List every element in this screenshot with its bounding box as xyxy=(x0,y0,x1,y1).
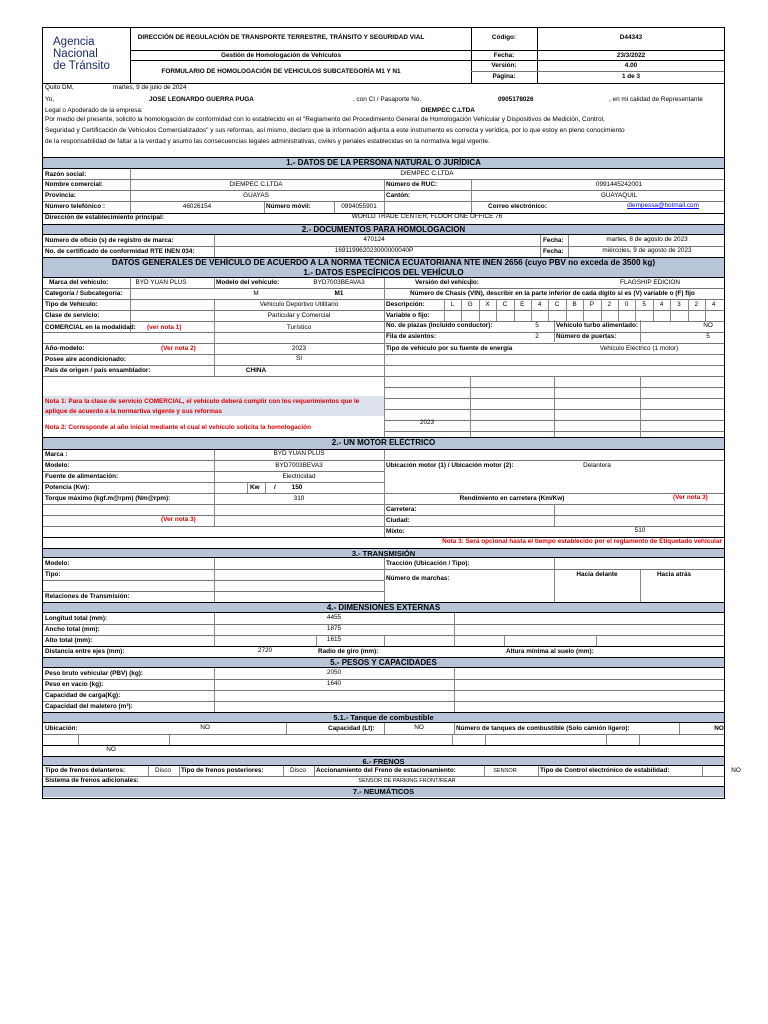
subcategoria-value: M1 xyxy=(334,290,344,297)
vin-cell-divider xyxy=(583,299,584,321)
direccion-value: WORLD TRADE CENTER, FLOOR ONE OFFICE 76 xyxy=(351,213,503,220)
vin-char: C xyxy=(554,301,560,308)
ant-logo: Agencia Nacional de Tránsito xyxy=(53,36,110,72)
aire-value: SI xyxy=(295,355,303,362)
vin-char: 5 xyxy=(642,301,646,308)
certificado-value: 169119962023000000040P xyxy=(334,247,414,254)
vin-char: B xyxy=(572,301,577,308)
tanque-ubicacion-value: NO xyxy=(200,724,210,731)
nota3-ref-1: (Ver nota 3) xyxy=(673,494,708,501)
peso-vacio-value: 1640 xyxy=(326,680,342,687)
torque-value: 310 xyxy=(293,495,305,502)
mixto-value: 510 xyxy=(634,527,646,534)
puertas-value: 5 xyxy=(706,333,710,340)
version-label: Versión: xyxy=(491,62,517,69)
representative-name: JOSE LEONARDO GUERRA PUGA xyxy=(149,96,254,103)
frenos-control-value: NO xyxy=(731,767,741,774)
general-data-header: DATOS GENERALES DE VEHÍCULO DE ACUERDO A LA NORMA TÉCNICA ECUATORIANA NTE INEN 2656 (cuyo PBV no exceda de 3500 kg) 1.- DATOS ESPECÍFICOS DEL VEHÍCULO xyxy=(43,257,724,278)
vin-char: X xyxy=(485,301,490,308)
longitud-value: 4455 xyxy=(326,614,342,621)
tipo-vehiculo-value: Vehículo Deportivo Utilitario xyxy=(259,301,339,308)
place: Quito DM, xyxy=(45,84,74,91)
potencia-value: 150 xyxy=(291,484,303,491)
vin-cell-divider xyxy=(461,299,462,321)
vin-cell-divider xyxy=(496,299,497,321)
vin-char: 2 xyxy=(694,301,699,308)
frenos-accion-value: SENSOR xyxy=(493,768,517,774)
ancho-value: 1875 xyxy=(326,625,342,632)
canton-value: GUAYAQUIL xyxy=(600,192,638,199)
vin-cell-divider xyxy=(566,299,567,321)
vin-char: 4 xyxy=(711,301,716,308)
pais-value: CHINA xyxy=(245,367,267,374)
clase-servicio-value: Particular y Comercial xyxy=(267,312,331,319)
tanque-extra-value: NO xyxy=(106,746,116,753)
tanque-section-header: 5.1.- Tanque de combustible xyxy=(43,712,724,723)
plazas-value: 5 xyxy=(535,322,539,329)
anio-value: 2023 xyxy=(291,345,307,352)
nota3-text: Nota 3: Será opcional hasta el tiempo establecido por el reglamento de Etiquetado vehicular xyxy=(442,538,722,545)
ci-text: , con CI / Pasaporte No. xyxy=(353,96,422,103)
peso-bruto-value: 2050 xyxy=(326,669,342,676)
email-link[interactable]: diempessa@hotmail.com xyxy=(627,202,699,209)
motor-section-header: 2.- UN MOTOR ELÉCTRICO xyxy=(43,437,724,450)
nota2-ref: (Ver nota 2) xyxy=(161,345,196,352)
date-label: Fecha: xyxy=(493,52,515,59)
alto-value: 1615 xyxy=(326,636,342,643)
vin-char: 3 xyxy=(677,301,681,308)
vin-char: 4 xyxy=(659,301,664,308)
vin-cell-divider xyxy=(444,299,445,321)
ejes-value: 2720 xyxy=(257,647,273,654)
modelo-value: BYD7003BEAVA3 xyxy=(313,279,365,286)
provincia-value: GUAYAS xyxy=(243,192,269,199)
section-1-header: 1.- DATOS DE LA PERSONA NATURAL O JURÍDICA xyxy=(43,157,724,169)
ruc-value: 0991445242001 xyxy=(595,181,643,188)
vin-cell-divider xyxy=(601,299,602,321)
header-title: DIRECCIÓN DE REGULACIÓN DE TRANSPORTE TERRESTRE, TRÁNSITO Y SEGURIDAD VIAL xyxy=(137,34,425,41)
comercial-value: DIEMPEC C.LTDA xyxy=(229,181,283,188)
vin-cell-divider xyxy=(514,299,515,321)
modalidad-value: Turístico xyxy=(286,324,312,331)
motor-fuente-value: Electricidad xyxy=(282,473,316,480)
telefono-value: 46026154 xyxy=(182,203,212,210)
vin-char: L xyxy=(450,301,455,308)
section-2-header: 2.- DOCUMENTOS PARA HOMOLOGACION xyxy=(43,224,724,235)
page-value: 1 de 3 xyxy=(621,73,641,80)
version-value: FLAGSHIP EDICION xyxy=(620,279,680,286)
dimensiones-section-header: 4.- DIMENSIONES EXTERNAS xyxy=(43,602,724,613)
vin-char: 4 xyxy=(537,301,542,308)
transmision-section-header: 3.- TRANSMISIÓN xyxy=(43,548,724,558)
yo: Yo, xyxy=(45,96,55,103)
filas-value: 2 xyxy=(535,333,539,340)
nota2-text: Nota 2: Corresponde al año inicial mediante el cual el vehículo solicita la homologación xyxy=(45,424,311,431)
frenos-section-header: 6.- FRENOS xyxy=(43,756,724,766)
vin-char: C xyxy=(502,301,508,308)
code-label: Código: xyxy=(491,34,517,41)
nota3-ref-2: (Ver nota 3) xyxy=(161,516,196,523)
ci-value: 0905178026 xyxy=(498,96,534,103)
homologation-form: Agencia Nacional de Tránsito DIRECCIÓN DE REGULACIÓN DE TRANSPORTE TERRESTRE, TRÁNSITO Y SEGURIDAD VIAL Gestión de Homologación de Vehículos FORMULARIO DE HOMOLOGACIÓN DE VEHICULOS SUBCATEGORÍA M1 Y N1 Código: D44343 Fecha: 23/3/2022 Versión: 4.00 Página: 1 de 3 Quito DM, martes, 9 de julio de 2024 Yo, JOSE LEONARDO GUERRA PUGA , con CI / Pasaporte No. 0905178026 , en mi calidad de Representante Legal o Apoderado de la empresa: DIEMPEC C.LTDA Por medio del presente, solicito la homologación de conformidad con lo establecido en el "Reglamento del Procedimiento General de Homologación Vehicular y Dispositivos de Medición, Control, Seguridad y Certificación de Vehículos Comercializados" y sus reformas, así mismo, declaro que la información adjunta a este instrumento es correcta y verídica, por lo que estoy en pleno conocimiento de la responsabilidad de faltar a la verdad y asumo las consecuencias legales administrativas, civiles y penales establecidas en la normativa legal vigente. 1.- DATOS DE LA PERSONA NATURAL O JURÍDICA Razón social: DIEMPEC C.LTDA Nombre comercial: DIEMPEC C.LTDA Número de RUC: 0991445242001 Provincia: GUAYAS Cantón: GUAYAQUIL Número telefónico : 46026154 Número móvil: 0994055901 Correo electrónico: diempessa@hotmail.com Dirección de establecimiento principal: WORLD TRADE CENTER, FLOOR ONE OFFICE 76 2.- DOCUMENTOS PARA HOMOLOGACION Número de oficio (s) de registro de marca: 470124 Fecha: martes, 8 de agosto de 2023 No. de certificado de conformidad RTE INEN 034: 169119962023000000040P Fecha: miércoles, 9 de agosto de 2023 DATOS GENERALES DE VEHÍCULO DE ACUERDO A LA NORMA TÉCNICA ECUATORIANA NTE INEN 2656 (cuyo PBV no exceda de 3500 kg) 1.- DATOS ESPECÍFICOS DEL VEHÍCULO Marca del vehículo: BYD YUAN PLUS Modelo del vehículo: BYD7003BEAVA3 Versión del vehículo: FLAGSHIP EDICION Categoría / Subcategoría: M M1 Número de Chasis (VIN), describir en la parte inferior de cada dígito si es (V) variable o (F) fijo Tipo de Vehículo: Vehículo Deportivo Utilitario Descripción: L G X C E 4 C B P 2 0 5 4 3 2 4 Clase de servicio: Particular y Comercial Variable o fijo: COMERCIAL en la modalidad: (ver nota 1) Turístico No. de plazas (Incluido conductor): 5 Vehículo turbo alimentado: NO Fila de asientos: 2 Número de puertas: 5 Año-modelo: (Ver nota 2) 2023 Tipo de vehículo por su fuente de energía Vehículo Eléctrico (1 motor) Posee aire acondicionado: SI País de origen / país ensamblador: CHINA Nota 1: Para la clase de servicio COMERCIAL, el vehículo deberá cumplir con los requerimientos que le aplique de acuerdo a la normartiva vigente y sus reformas Nota 2: Corresponde al año inicial mediante el cual el vehículo solicita la homologación 2023 2.- UN MOTOR ELÉCTRICO Marca : BYD YUAN PLUS Modelo: BYD7003BEVA3 Ubicación motor (1) / Ubicación motor (2): Delantera Fuente de alimentación: Electricidad Potencia (Kw): Kw / 150 Torque máximo (kgf.m@rpm) (Nm@rpm): 310 Rendimiento en carretera (Km/Kw) (Ver nota 3) (Ver nota 3) Carretera: Ciudad: Mixto: 510 Nota 3: Será opcional hasta el tiempo establecido por el reglamento de Etiquetado vehicular 3.- TRANSMISIÓN Modelo: Tracción (Ubicación / Tipo): Tipo: Número de marchas: Hacia delante Hacia atrás Relaciones de Transmisión: 4.- DIMENSIONES EXTERNAS Longitud total (mm): 4455 Ancho total (mm): 1875 Alto total (mm): 1615 Distancia entre ejes (mm): 2720 Radio de giro (mm): Altura mínima al suelo (mm): 5.- PESOS Y CAPACIDADES Peso bruto vehicular (PBV) (kg): 2050 Peso en vacío (kg): 1640 Capacidad de carga(Kg): Capacidad del maletero (m³): 5.1.- Tanque de combustible Ubicación: NO Capacidad (Lt): NO Número de tanques de combustible (Solo camión ligero): NO NO 6.- FRENOS Tipo de frenos delanteros: Disco Tipo de frenos posteriores: Disco Accionamiento del Freno de estacionamiento: SENSOR Tipo de Control electrónico de estabilidad: NO Sistema de frenos adicionales: SENSOR DE PARKING FRONT/REAR 7.- NEUMÁTICOS xyxy=(42,27,725,799)
tanque-capacidad-value: NO xyxy=(414,724,424,731)
vin-char: E xyxy=(520,301,525,308)
vin-char: 0 xyxy=(624,301,629,308)
motor-ubicacion-value: Delantera xyxy=(583,462,611,469)
vin-cell-divider xyxy=(705,299,706,321)
nota1-ref: (ver nota 1) xyxy=(147,324,182,331)
fuente-energia-value: Vehículo Eléctrico (1 motor) xyxy=(599,345,679,352)
oficio-value: 470124 xyxy=(363,236,385,243)
marca-value: BYD YUAN PLUS xyxy=(135,279,187,286)
movil-value: 0994055901 xyxy=(341,203,377,210)
vin-char: G xyxy=(467,301,473,308)
page-label: Página: xyxy=(492,73,516,80)
header-subtitle: Gestión de Homologación de Vehículos xyxy=(220,52,342,59)
vin-cell-divider xyxy=(531,299,532,321)
role-text: , en mi calidad de Representante xyxy=(609,96,703,103)
date-value: 23/3/2022 xyxy=(616,52,646,59)
categoria-value: M xyxy=(253,290,259,297)
vin-char: P xyxy=(589,301,595,308)
vin-cell-divider xyxy=(653,299,654,321)
certificado-date: miércoles, 9 de agosto de 2023 xyxy=(602,247,692,254)
vin-cell-divider xyxy=(670,299,671,321)
declaration-text: Por medio del presente, solicito la homologación de conformidad con lo establecido en el "Reglamento del Procedimiento General de Homologación Vehicular y Dispositivos de Medición, Control, Seguridad y Certificación de Vehículos Comercializados" y sus reformas, así mismo, declaro que la información adjunta a este instrumento es correcta y verídica, por lo que estoy en pleno conocimiento de la responsabilidad de faltar a la verdad y asumo las consecuencias legales administrativas, civiles y penales establecidas en la normativa legal vigente. xyxy=(45,116,625,146)
tanque-numero-value: NO xyxy=(714,725,724,732)
turbo-value: NO xyxy=(703,322,713,329)
vin-char: 2 xyxy=(607,301,612,308)
razon-social-value: DIEMPEC C.LTDA xyxy=(400,170,454,177)
oficio-date: martes, 8 de agosto de 2023 xyxy=(606,236,688,243)
code-value: D44343 xyxy=(619,34,643,41)
vin-cell-divider xyxy=(479,299,480,321)
intro-date: martes, 9 de julio de 2024 xyxy=(113,84,187,91)
vin-cell-divider xyxy=(548,299,549,321)
vin-cell-divider xyxy=(688,299,689,321)
pesos-section-header: 5.- PESOS Y CAPACIDADES xyxy=(43,657,724,668)
nota1-text-cont: aplique de acuerdo a la normartiva vigente y sus reformas xyxy=(45,408,222,415)
frenos-del-value: Disco xyxy=(155,767,171,774)
motor-modelo-value: BYD7003BEVA3 xyxy=(275,462,323,469)
motor-marca-value: BYD YUAN PLUS xyxy=(273,450,325,457)
frenos-sistema-value: SENSOR DE PARKING FRONT/REAR xyxy=(358,778,456,784)
anio-grid-value: 2023 xyxy=(419,419,435,426)
vin-cell-divider xyxy=(635,299,636,321)
vin-cell-divider xyxy=(618,299,619,321)
form-title: FORMULARIO DE HOMOLOGACIÓN DE VEHICULOS SUBCATEGORÍA M1 Y N1 xyxy=(161,68,401,75)
frenos-post-value: Disco xyxy=(290,767,306,774)
neumaticos-section-header: 7.- NEUMÁTICOS xyxy=(43,786,724,797)
nota1-text: Nota 1: Para la clase de servicio COMERCIAL, el vehículo deberá cumplir con los requerimientos que le xyxy=(45,398,360,405)
company-name: DIEMPEC C.LTDA xyxy=(421,107,475,114)
version-value: 4.00 xyxy=(624,62,638,69)
role-text2: Legal o Apoderado de la empresa: xyxy=(45,107,143,114)
